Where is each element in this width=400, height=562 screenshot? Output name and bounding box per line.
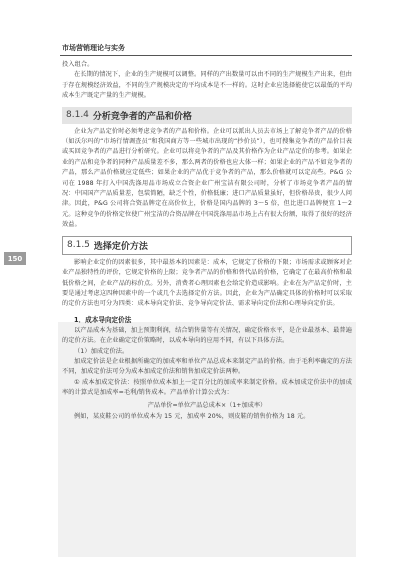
section-title: 分析竞争者的产品和价格 (92, 111, 192, 122)
paragraph: 企业为产品定价时必须考虑竞争者的产品和价格。企业可以派出人员去市场上了解竞争者产品的价格（如沃尔玛的“市场行情调查员”和我国商方等一些城市出现的“抄价员”），也可搜集竞争者的产品价目表或买回竞争者的产品进行分析研究。企业可以将竞争者的产品及其价格作为企业产品定价的参考。如果企业的产品和竞争者的同种产品质量差不多，那么两者的价格也应大体一样；如果企业的产品不如竞争者的产品，那么产品价格就应定低些；如果企业的产品优于竞争者的产品，那么价格就可以定高些。P&G 公司在 1988 年打入中国洗涤用品市场成立合资企业广州宝洁有限公司时，分析了市场竞争者产品的情况：中国国产产品质量差，包装简陋，缺乏个性，价格低廉；进口产品质量虽好，但价格昂贵，很少人问津。因此，P&G 公司将合资品牌定在高价位上，价格是国内品牌的 3～5 倍，但比进口品牌便宜 1～2 元。这种竞争的价格定位使广州宝洁的合资品牌在中国洗涤用品市场上占有很大份额，取得了很好的经济效益。 (62, 127, 352, 229)
paragraph: 影响企业定价的因素很多，其中最基本的因素是：成本，它规定了价格的下限；市场需求或顾客对企业产品独特性的评价，它规定价格的上限；竞争者产品的价格和替代品的价格，它确定了在最高价格和最低价格之间，企业产品的标价点。另外，消费者心理因素也会给定价造成影响。企业在为产品定价时，主要是通过考虑这四种因素中的一个或几个去选择定价方法。因此，企业为产品确定具体的价格时可以采取的定价方法也可分为四类：成本导向定价法、竞争导向定价法、需求导向定价法和心理导向定价法。 (62, 258, 352, 308)
section-number: 8.1.4 (66, 110, 89, 121)
section-title: 选择定价方法 (93, 241, 148, 252)
paragraph: 投入组合。 (62, 61, 94, 68)
paragraph: 例如，某皮鞋公司的单位成本为 15 元，加成率 20%，则皮鞋的销售价格为 18 元。 (74, 412, 310, 420)
price-formula: 产品单价=单位产品总成本×（1+加成率） (147, 401, 267, 409)
method-heading: （1）加成定价法。 (74, 347, 129, 355)
header-rule (60, 55, 352, 56)
paragraph: 在长期的情况下，企业的生产规模可以调整。同样的产出数量可以由不同的生产规模生产出来，但由于存在规模经济效益，不同的生产规模决定的平均成本是不一样的。这时企业应选择能使它以最低的平均成本生产既定产量的生产规模。 (62, 71, 352, 100)
running-header-title: 市场营销理论与实务 (62, 44, 125, 52)
section-heading-8-1-5 (62, 236, 352, 255)
section-heading-8-1-4 (62, 107, 352, 124)
paragraph: 以产品成本为基础，加上预期利润，结合销售量等有关情况，确定价格水平，是企业最基本、最普遍的定价方法。在企业确定定价策略时，以成本导向的应用不同，有以下具体方法。 (62, 326, 352, 345)
subsection-heading: 1．成本导向定价法 (74, 315, 132, 324)
page-number-tab: 150 (4, 252, 26, 265)
paragraph: ① 成本加成定价法：按照单位成本加上一定百分比的加成率来制定价格。成本加成定价法中的加成率的计算式是加成率=毛利/销售成本。产品单价计算公式为： (62, 378, 352, 397)
section-number: 8.1.5 (67, 240, 90, 251)
paragraph: 加成定价法是企业根据所确定的加成率和单位产品总成本来制定产品的价格。由于毛利率确定的方法不同，加成定价法可分为成本加成定价法和销售加成定价法两种。 (62, 357, 352, 376)
page-body (62, 60, 352, 422)
